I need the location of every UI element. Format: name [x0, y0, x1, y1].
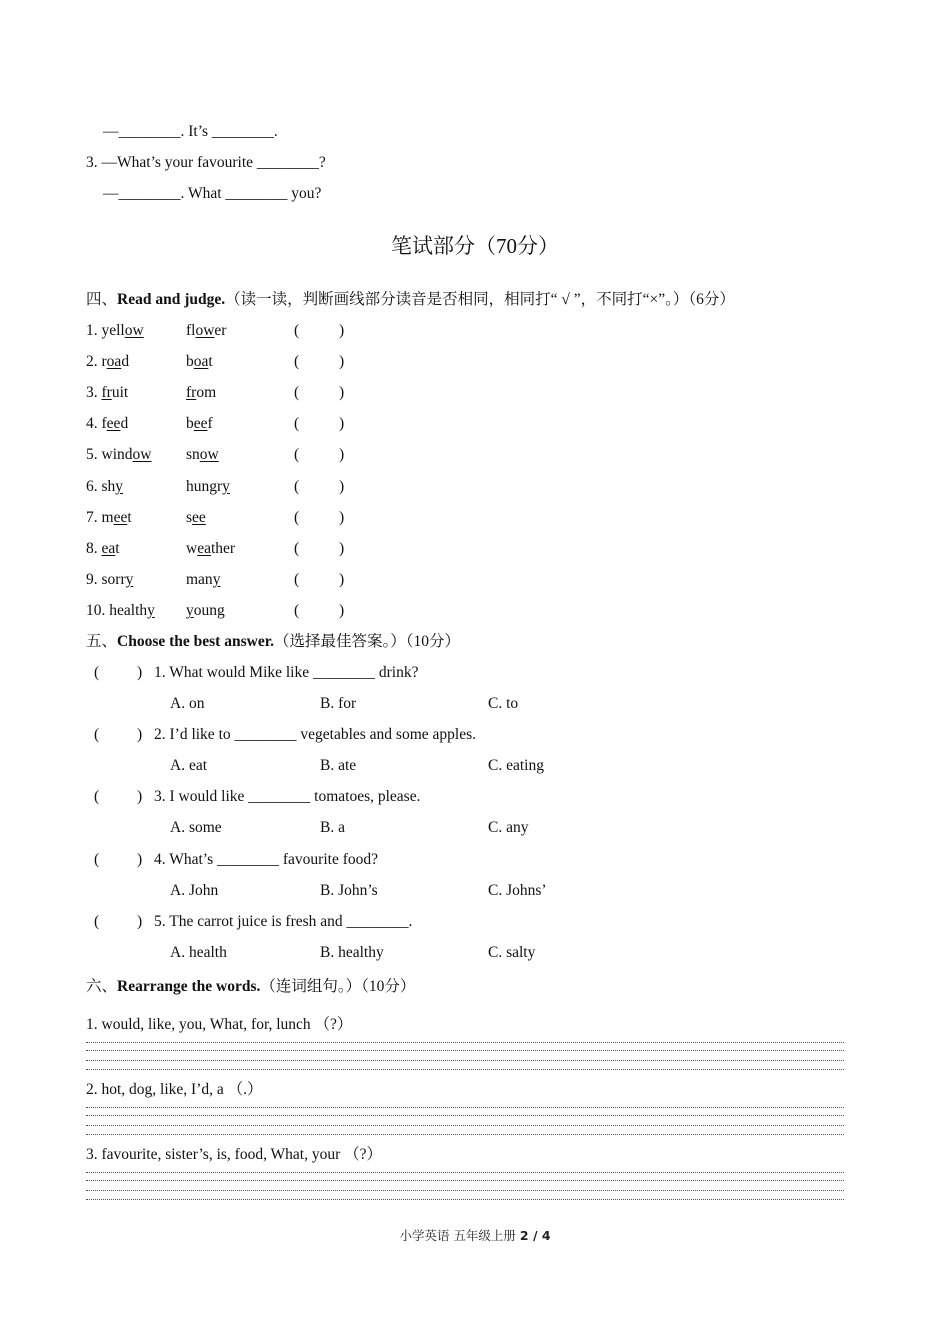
answer-paren-close: ) [137, 913, 143, 930]
question-text: 2. I’d like to ________ vegetables and some apples. [154, 726, 476, 743]
item-number: 6. [86, 478, 102, 495]
answer-blank[interactable] [322, 414, 338, 434]
answer-paren-open: ( [294, 540, 300, 557]
writing-line[interactable] [86, 1050, 844, 1051]
word-a: 9. sorry [86, 571, 134, 588]
option-c[interactable]: C. Johns’ [488, 882, 547, 899]
answer-paren-open: ( [94, 788, 100, 805]
section-cn-instruction: （读一读，判断画线部分读音是否相同，相同打“ √ ”，不同打“×”。）（6分） [225, 291, 735, 308]
answer-paren-open: ( [294, 478, 300, 495]
word-a: 2. road [86, 353, 130, 370]
answer-paren-open: ( [294, 353, 300, 370]
dialogue-line: 3. —What’s your favourite ________? [86, 154, 326, 171]
word-a: 1. yellow [86, 322, 144, 339]
answer-paren-close: ) [339, 353, 345, 370]
question-text: 4. What’s ________ favourite food? [154, 851, 378, 868]
answer-paren-close: ) [339, 415, 345, 432]
answer-paren-close: ) [137, 788, 143, 805]
answer-blank[interactable] [322, 445, 338, 465]
word-b: from [186, 384, 217, 401]
writing-line[interactable] [86, 1199, 844, 1200]
option-a[interactable]: A. eat [170, 757, 208, 774]
word-b: many [186, 571, 221, 588]
item-number: 2. [86, 353, 102, 370]
answer-paren-close: ) [339, 478, 345, 495]
rearrange-item: 3. favourite, sister’s, is, food, What, your （?） [86, 1146, 383, 1163]
answer-paren-close: ) [339, 602, 345, 619]
section-title: 笔试部分（70分） [391, 234, 559, 258]
writing-line[interactable] [86, 1069, 844, 1070]
section-4-heading [86, 290, 735, 310]
item-number: 9. [86, 571, 102, 588]
option-a[interactable]: A. some [170, 819, 222, 836]
item-number: 10. [86, 602, 110, 619]
section-cn-instruction: （连词组句。）（10分） [260, 978, 416, 995]
word-b: weather [186, 540, 236, 557]
word-b: beef [186, 415, 213, 432]
word-a: 7. meet [86, 509, 132, 526]
section-num: 四、 [86, 291, 118, 308]
option-b[interactable]: B. John’s [320, 882, 378, 899]
word-a: 5. window [86, 446, 152, 463]
word-a: 6. shy [86, 478, 124, 495]
word-b: boat [186, 353, 213, 370]
page-footer [0, 1226, 950, 1244]
word-b: snow [186, 446, 219, 463]
rearrange-item: 1. would, like, you, What, for, lunch （?） [86, 1016, 353, 1033]
answer-paren-open: ( [294, 384, 300, 401]
writing-line[interactable] [86, 1042, 844, 1043]
answer-paren-close: ) [339, 384, 345, 401]
rearrange-item: 2. hot, dog, like, I’d, a （.） [86, 1081, 263, 1098]
item-number: 4. [86, 415, 102, 432]
answer-paren-close: ) [137, 664, 143, 681]
answer-paren-open: ( [294, 322, 300, 339]
option-b[interactable]: B. healthy [320, 944, 384, 961]
answer-blank[interactable] [322, 352, 338, 372]
dialogue-line: —________. It’s ________. [103, 123, 278, 140]
word-a: 10. healthy [86, 602, 155, 619]
section-num: 六、 [86, 978, 118, 995]
dialogue-line: —________. What ________ you? [103, 185, 322, 202]
answer-paren-open: ( [94, 851, 100, 868]
answer-blank[interactable] [322, 508, 338, 528]
word-a: 3. fruit [86, 384, 129, 401]
item-number: 8. [86, 540, 102, 557]
word-b: see [186, 509, 206, 526]
answer-paren-open: ( [294, 415, 300, 432]
option-a[interactable]: A. on [170, 695, 205, 712]
option-c[interactable]: C. eating [488, 757, 544, 774]
word-b: hungry [186, 478, 230, 495]
writing-line[interactable] [86, 1190, 844, 1191]
answer-paren-open: ( [294, 571, 300, 588]
section-6-heading [86, 977, 415, 997]
option-b[interactable]: B. ate [320, 757, 357, 774]
option-b[interactable]: B. for [320, 695, 357, 712]
word-a: 4. feed [86, 415, 129, 432]
answer-paren-open: ( [294, 602, 300, 619]
answer-paren-open: ( [294, 509, 300, 526]
word-b: flower [186, 322, 227, 339]
answer-blank[interactable] [322, 601, 338, 621]
answer-blank[interactable] [322, 539, 338, 559]
answer-paren-close: ) [137, 851, 143, 868]
option-c[interactable]: C. to [488, 695, 519, 712]
word-a: 8. eat [86, 540, 120, 557]
option-c[interactable]: C. salty [488, 944, 536, 961]
writing-line[interactable] [86, 1107, 844, 1108]
item-number: 1. [86, 322, 102, 339]
writing-line[interactable] [86, 1115, 844, 1116]
option-a[interactable]: A. John [170, 882, 219, 899]
answer-blank[interactable] [322, 321, 338, 341]
section-en-title: Rearrange the words. [117, 978, 261, 995]
item-number: 7. [86, 509, 102, 526]
section-en-title: Choose the best answer. [117, 633, 275, 650]
question-text: 3. I would like ________ tomatoes, please. [154, 788, 421, 805]
answer-blank[interactable] [322, 570, 338, 590]
answer-paren-open: ( [94, 664, 100, 681]
word-b: young [186, 602, 225, 619]
writing-line[interactable] [86, 1134, 844, 1135]
item-number: 5. [86, 446, 102, 463]
writing-line[interactable] [86, 1180, 844, 1181]
section-num: 五、 [86, 633, 118, 650]
page-number: 2 / 4 [519, 1228, 551, 1243]
answer-paren-close: ) [137, 726, 143, 743]
answer-paren-open: ( [94, 726, 100, 743]
option-c[interactable]: C. any [488, 819, 529, 836]
section-cn-instruction: （选择最佳答案。）（10分） [274, 633, 461, 650]
answer-paren-close: ) [339, 571, 345, 588]
option-a[interactable]: A. health [170, 944, 227, 961]
writing-line[interactable] [86, 1125, 844, 1126]
writing-line[interactable] [86, 1172, 844, 1173]
answer-paren-open: ( [294, 446, 300, 463]
section-5-heading [86, 632, 460, 652]
footer-text: 小学英语 五年级上册 [399, 1228, 520, 1243]
answer-paren-close: ) [339, 446, 345, 463]
answer-paren-open: ( [94, 913, 100, 930]
item-number: 3. [86, 384, 102, 401]
writing-line[interactable] [86, 1060, 844, 1061]
answer-paren-close: ) [339, 322, 345, 339]
section-en-title: Read and judge. [117, 291, 226, 308]
question-text: 5. The carrot juice is fresh and ________. [154, 913, 413, 930]
question-text: 1. What would Mike like ________ drink? [154, 664, 419, 681]
option-b[interactable]: B. a [320, 819, 345, 836]
answer-paren-close: ) [339, 509, 345, 526]
answer-paren-close: ) [339, 540, 345, 557]
answer-blank[interactable] [322, 477, 338, 497]
answer-blank[interactable] [322, 383, 338, 403]
